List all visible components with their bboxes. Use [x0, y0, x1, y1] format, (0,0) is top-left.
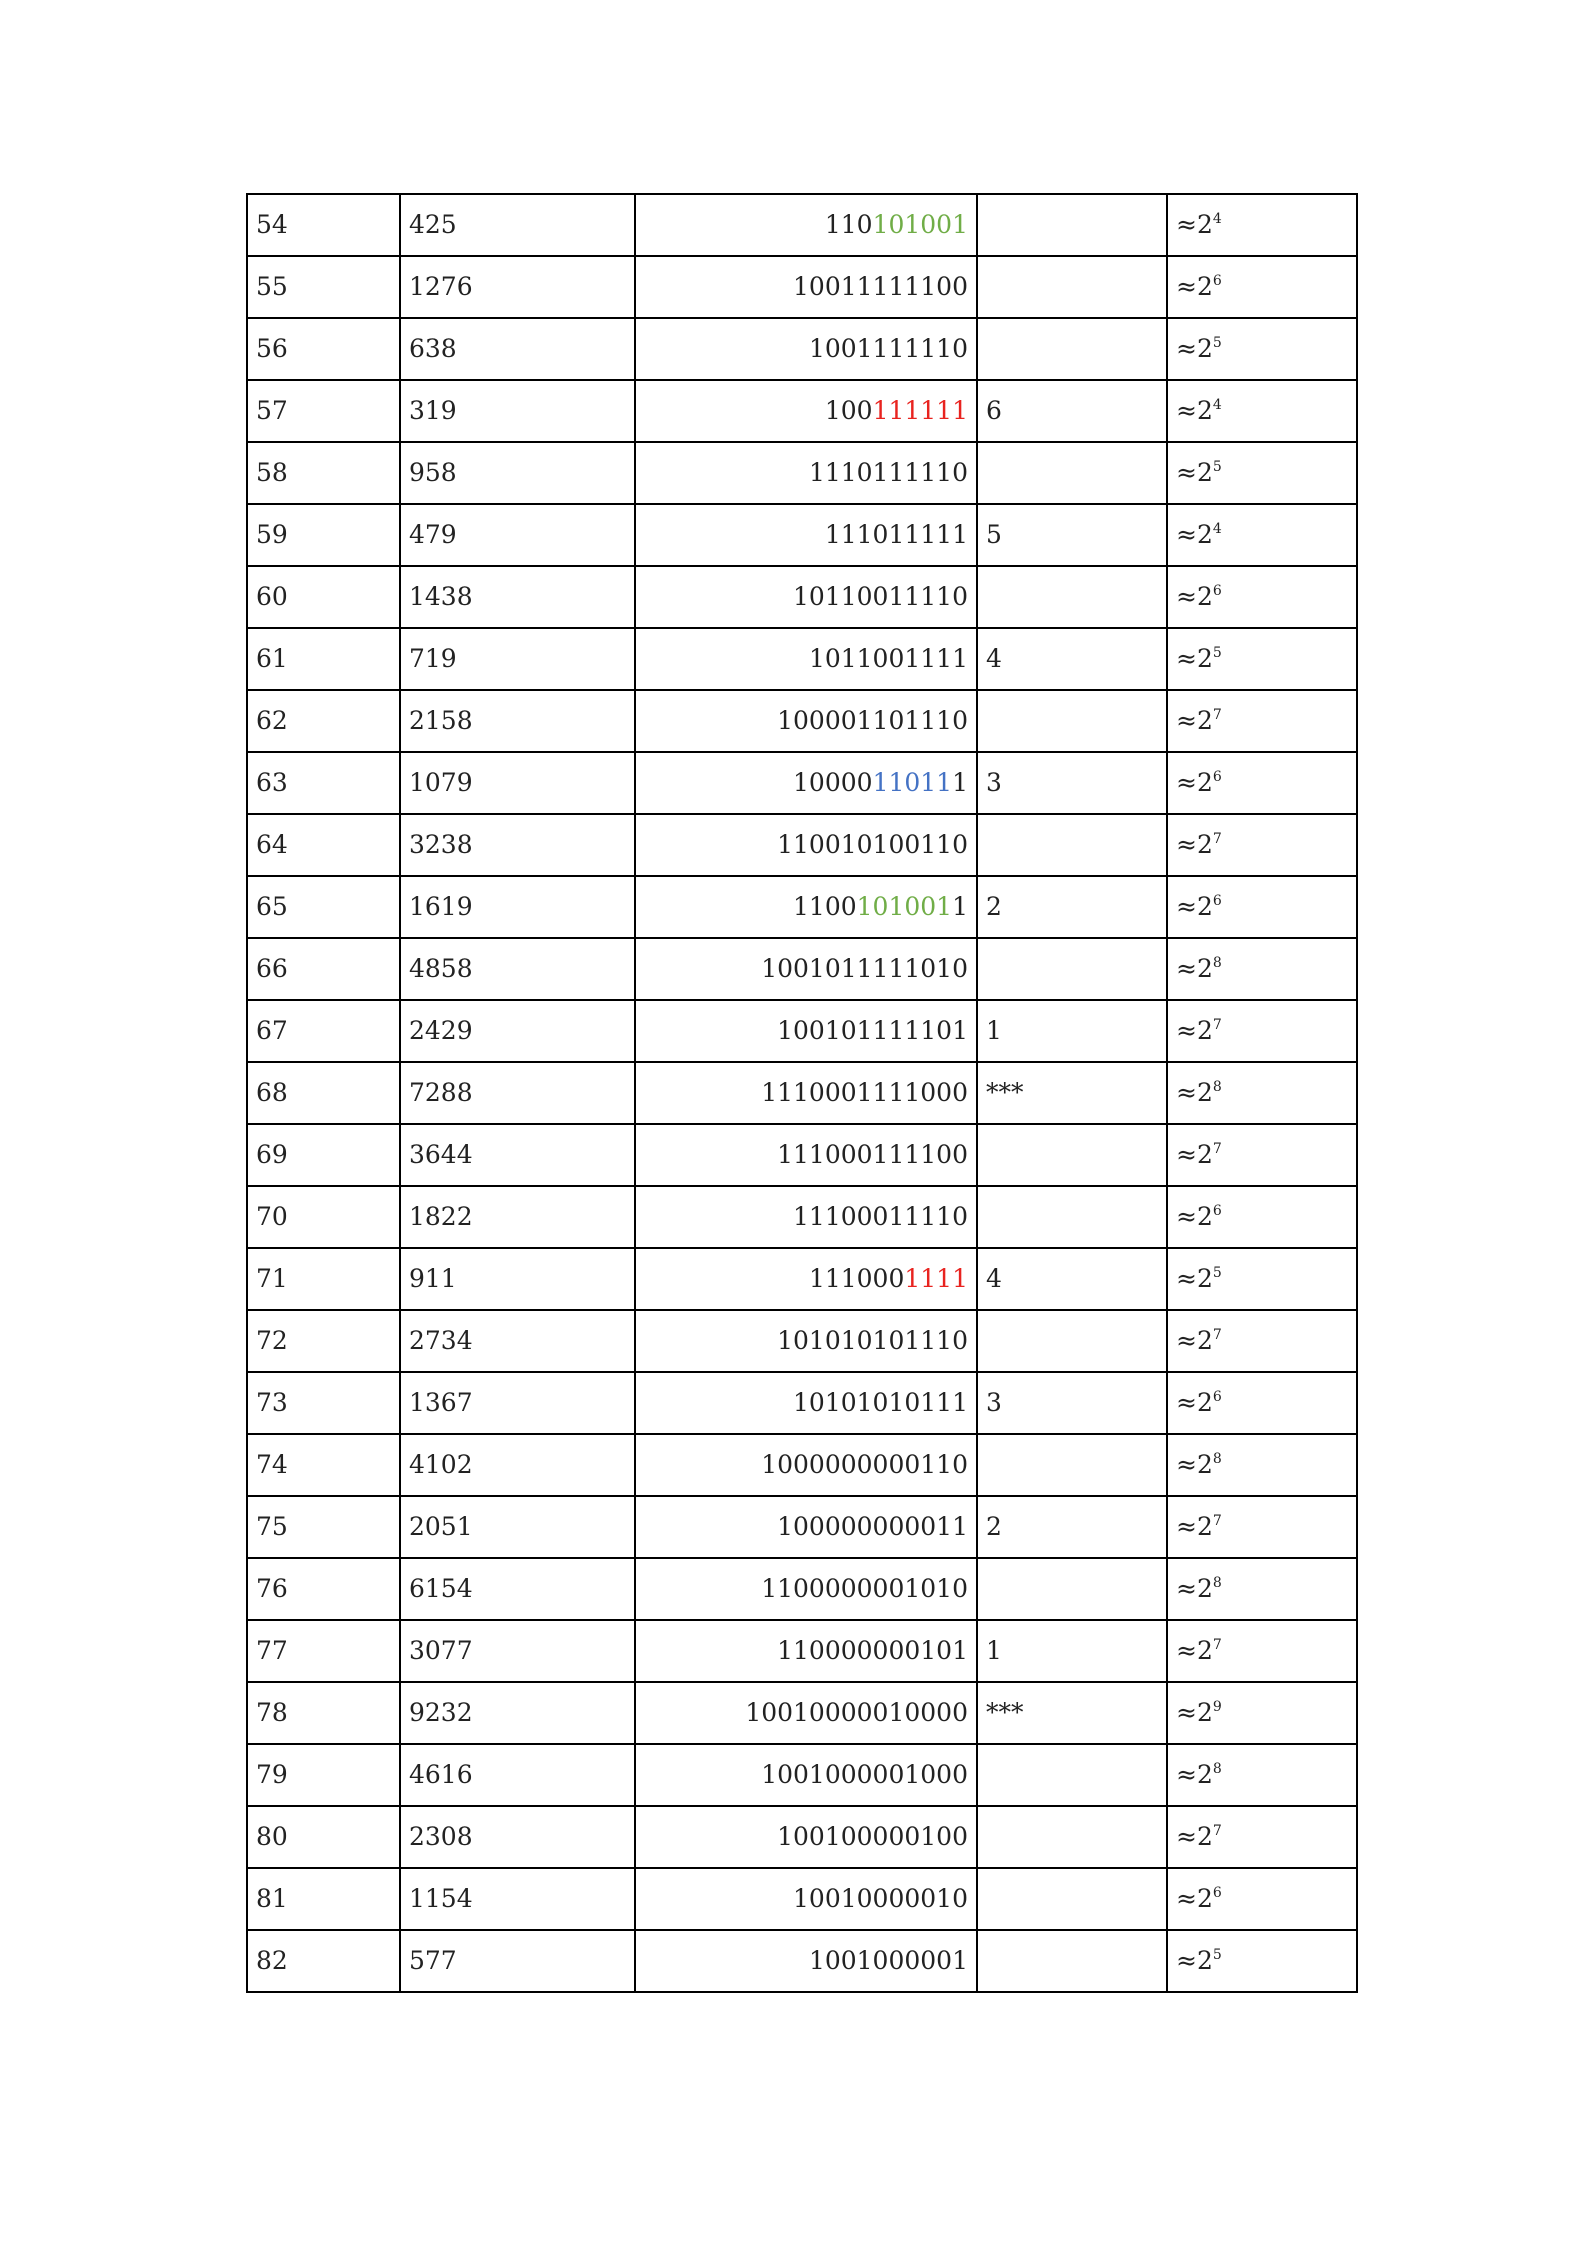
step-index-cell: 62 [247, 690, 400, 752]
step-index-cell: 73 [247, 1372, 400, 1434]
table-row [247, 814, 1357, 876]
approx-exponent: 4 [1212, 397, 1222, 413]
approx-exponent: 8 [1212, 1575, 1222, 1591]
binary-cell [635, 194, 977, 256]
step-index-cell: 82 [247, 1930, 400, 1992]
approx-exponent: 5 [1212, 459, 1222, 475]
binary-segment: 100 [824, 396, 873, 425]
note-cell [977, 1310, 1167, 1372]
approx-power-cell [1167, 442, 1357, 504]
approx-exponent: 5 [1212, 1947, 1222, 1963]
value-cell: 2308 [400, 1806, 635, 1868]
approx-power-cell [1167, 1806, 1357, 1868]
table-row [247, 442, 1357, 504]
approx-exponent: 6 [1212, 273, 1222, 289]
binary-segment: 1011001111 [808, 644, 968, 673]
step-index-cell: 60 [247, 566, 400, 628]
approx-base: ≈2 [1176, 1760, 1213, 1789]
step-index-cell: 67 [247, 1000, 400, 1062]
step-index-cell: 76 [247, 1558, 400, 1620]
binary-segment: 101010101110 [777, 1326, 968, 1355]
table-row [247, 1806, 1357, 1868]
binary-segment: 10101010111 [793, 1388, 968, 1417]
binary-cell [635, 1620, 977, 1682]
approx-base: ≈2 [1176, 1574, 1213, 1603]
approx-power-cell [1167, 1124, 1357, 1186]
value-cell: 1367 [400, 1372, 635, 1434]
step-index-cell: 54 [247, 194, 400, 256]
approx-exponent: 6 [1212, 1885, 1222, 1901]
step-index-cell: 68 [247, 1062, 400, 1124]
note-cell [977, 256, 1167, 318]
approx-power-cell [1167, 1434, 1357, 1496]
note-cell: 3 [977, 752, 1167, 814]
step-index-cell: 74 [247, 1434, 400, 1496]
table-row [247, 256, 1357, 318]
step-index-cell: 56 [247, 318, 400, 380]
binary-cell [635, 1744, 977, 1806]
note-cell [977, 1124, 1167, 1186]
approx-power-cell [1167, 256, 1357, 318]
binary-cell [635, 566, 977, 628]
approx-base: ≈2 [1176, 272, 1213, 301]
approx-base: ≈2 [1176, 1326, 1213, 1355]
table-row [247, 318, 1357, 380]
step-index-cell: 61 [247, 628, 400, 690]
table-row [247, 1496, 1357, 1558]
table-row [247, 1558, 1357, 1620]
approx-exponent: 6 [1212, 769, 1222, 785]
approx-power-cell [1167, 1062, 1357, 1124]
value-cell: 1276 [400, 256, 635, 318]
binary-cell [635, 876, 977, 938]
binary-segment: 1001111110 [808, 334, 968, 363]
note-cell [977, 1434, 1167, 1496]
step-index-cell: 63 [247, 752, 400, 814]
table-row [247, 1930, 1357, 1992]
value-cell: 1438 [400, 566, 635, 628]
value-cell: 3644 [400, 1124, 635, 1186]
binary-segment: 1100 [793, 892, 857, 921]
approx-exponent: 8 [1212, 1761, 1222, 1777]
table-row [247, 1248, 1357, 1310]
value-cell: 425 [400, 194, 635, 256]
table-row [247, 380, 1357, 442]
note-cell: 2 [977, 1496, 1167, 1558]
value-cell: 2051 [400, 1496, 635, 1558]
value-cell: 1822 [400, 1186, 635, 1248]
value-cell: 479 [400, 504, 635, 566]
approx-exponent: 6 [1212, 893, 1222, 909]
step-index-cell: 79 [247, 1744, 400, 1806]
approx-exponent: 6 [1212, 1203, 1222, 1219]
approx-exponent: 4 [1212, 521, 1222, 537]
value-cell: 1619 [400, 876, 635, 938]
binary-cell [635, 690, 977, 752]
binary-segment: 10000 [793, 768, 873, 797]
approx-base: ≈2 [1176, 830, 1213, 859]
note-cell: 3 [977, 1372, 1167, 1434]
binary-cell [635, 1062, 977, 1124]
value-cell: 4858 [400, 938, 635, 1000]
binary-cell [635, 256, 977, 318]
approx-exponent: 7 [1212, 1823, 1222, 1839]
approx-power-cell [1167, 380, 1357, 442]
binary-segment: 1001000001 [808, 1946, 968, 1975]
note-cell [977, 318, 1167, 380]
binary-segment: 100001101110 [777, 706, 968, 735]
table-row [247, 194, 1357, 256]
binary-cell [635, 318, 977, 380]
note-cell: 1 [977, 1000, 1167, 1062]
approx-power-cell [1167, 194, 1357, 256]
step-index-cell: 69 [247, 1124, 400, 1186]
value-cell: 4102 [400, 1434, 635, 1496]
approx-power-cell [1167, 1558, 1357, 1620]
approx-exponent: 8 [1212, 1079, 1222, 1095]
binary-cell [635, 1868, 977, 1930]
table-body [247, 194, 1357, 1992]
value-cell: 577 [400, 1930, 635, 1992]
binary-segment: 100100000100 [777, 1822, 968, 1851]
note-cell [977, 1868, 1167, 1930]
note-cell [977, 1558, 1167, 1620]
step-index-cell: 65 [247, 876, 400, 938]
approx-power-cell [1167, 1930, 1357, 1992]
step-index-cell: 75 [247, 1496, 400, 1558]
approx-base: ≈2 [1176, 210, 1213, 239]
approx-base: ≈2 [1176, 768, 1213, 797]
approx-power-cell [1167, 1186, 1357, 1248]
binary-cell [635, 1496, 977, 1558]
note-cell: 2 [977, 876, 1167, 938]
binary-cell [635, 752, 977, 814]
approx-base: ≈2 [1176, 1698, 1213, 1727]
table-row [247, 1000, 1357, 1062]
step-index-cell: 64 [247, 814, 400, 876]
step-index-cell: 57 [247, 380, 400, 442]
approx-power-cell [1167, 938, 1357, 1000]
binary-cell [635, 1682, 977, 1744]
binary-segment: 1 [952, 892, 968, 921]
value-cell: 1154 [400, 1868, 635, 1930]
binary-highlight-segment: 111111 [872, 396, 968, 425]
approx-power-cell [1167, 1310, 1357, 1372]
binary-segment: 110 [824, 210, 873, 239]
table-row [247, 1310, 1357, 1372]
note-cell [977, 690, 1167, 752]
step-index-cell: 71 [247, 1248, 400, 1310]
binary-cell [635, 1372, 977, 1434]
note-cell: 4 [977, 1248, 1167, 1310]
binary-cell [635, 442, 977, 504]
approx-power-cell [1167, 814, 1357, 876]
approx-base: ≈2 [1176, 1884, 1213, 1913]
note-cell [977, 442, 1167, 504]
binary-cell [635, 1124, 977, 1186]
note-cell [977, 938, 1167, 1000]
value-cell: 719 [400, 628, 635, 690]
note-cell [977, 566, 1167, 628]
binary-segment: 111000 [808, 1264, 905, 1293]
value-cell: 3077 [400, 1620, 635, 1682]
note-cell: *** [977, 1062, 1167, 1124]
table-row [247, 1434, 1357, 1496]
binary-segment: 1000000000110 [761, 1450, 968, 1479]
approx-base: ≈2 [1176, 1450, 1213, 1479]
note-cell: 4 [977, 628, 1167, 690]
value-cell: 6154 [400, 1558, 635, 1620]
binary-segment: 1 [952, 768, 968, 797]
binary-segment: 10010000010000 [745, 1698, 968, 1727]
table-row [247, 690, 1357, 752]
approx-base: ≈2 [1176, 1016, 1213, 1045]
table-row [247, 628, 1357, 690]
approx-power-cell [1167, 1744, 1357, 1806]
table-row [247, 1124, 1357, 1186]
step-index-cell: 66 [247, 938, 400, 1000]
binary-cell [635, 814, 977, 876]
approx-power-cell [1167, 1868, 1357, 1930]
value-cell: 1079 [400, 752, 635, 814]
approx-exponent: 7 [1212, 1017, 1222, 1033]
approx-exponent: 7 [1212, 1327, 1222, 1343]
binary-segment: 1001011111010 [761, 954, 968, 983]
approx-power-cell [1167, 318, 1357, 380]
approx-power-cell [1167, 1496, 1357, 1558]
approx-base: ≈2 [1176, 1636, 1213, 1665]
value-cell: 958 [400, 442, 635, 504]
table-row [247, 1744, 1357, 1806]
approx-power-cell [1167, 1248, 1357, 1310]
value-cell: 911 [400, 1248, 635, 1310]
table-row [247, 504, 1357, 566]
approx-base: ≈2 [1176, 1140, 1213, 1169]
table-row [247, 752, 1357, 814]
binary-segment: 1110001111000 [761, 1078, 968, 1107]
approx-exponent: 8 [1212, 1451, 1222, 1467]
note-cell [977, 194, 1167, 256]
value-cell: 2734 [400, 1310, 635, 1372]
approx-exponent: 6 [1212, 583, 1222, 599]
approx-base: ≈2 [1176, 582, 1213, 611]
binary-cell [635, 1000, 977, 1062]
collatz-table [246, 193, 1358, 1993]
approx-base: ≈2 [1176, 1388, 1213, 1417]
approx-exponent: 5 [1212, 335, 1222, 351]
binary-segment: 1110111110 [808, 458, 968, 487]
table-row [247, 1372, 1357, 1434]
step-index-cell: 70 [247, 1186, 400, 1248]
table-row [247, 1186, 1357, 1248]
approx-power-cell [1167, 504, 1357, 566]
value-cell: 3238 [400, 814, 635, 876]
value-cell: 4616 [400, 1744, 635, 1806]
step-index-cell: 80 [247, 1806, 400, 1868]
step-index-cell: 77 [247, 1620, 400, 1682]
approx-base: ≈2 [1176, 954, 1213, 983]
step-index-cell: 78 [247, 1682, 400, 1744]
approx-power-cell [1167, 1620, 1357, 1682]
approx-base: ≈2 [1176, 892, 1213, 921]
approx-base: ≈2 [1176, 1264, 1213, 1293]
binary-cell [635, 1806, 977, 1868]
note-cell [977, 1806, 1167, 1868]
table-row [247, 1682, 1357, 1744]
approx-base: ≈2 [1176, 706, 1213, 735]
approx-exponent: 5 [1212, 1265, 1222, 1281]
approx-exponent: 7 [1212, 1513, 1222, 1529]
approx-power-cell [1167, 1682, 1357, 1744]
approx-exponent: 7 [1212, 1141, 1222, 1157]
value-cell: 9232 [400, 1682, 635, 1744]
table-row [247, 566, 1357, 628]
binary-cell [635, 1310, 977, 1372]
binary-segment: 100000000011 [777, 1512, 968, 1541]
approx-power-cell [1167, 752, 1357, 814]
approx-base: ≈2 [1176, 334, 1213, 363]
binary-cell [635, 1186, 977, 1248]
approx-exponent: 9 [1212, 1699, 1222, 1715]
binary-segment: 111011111 [824, 520, 968, 549]
note-cell: *** [977, 1682, 1167, 1744]
binary-segment: 100101111101 [777, 1016, 968, 1045]
note-cell: 5 [977, 504, 1167, 566]
approx-base: ≈2 [1176, 520, 1213, 549]
approx-power-cell [1167, 628, 1357, 690]
approx-base: ≈2 [1176, 644, 1213, 673]
approx-base: ≈2 [1176, 396, 1213, 425]
binary-cell [635, 628, 977, 690]
approx-base: ≈2 [1176, 1512, 1213, 1541]
binary-segment: 110000000101 [777, 1636, 968, 1665]
note-cell [977, 814, 1167, 876]
note-cell [977, 1930, 1167, 1992]
value-cell: 319 [400, 380, 635, 442]
note-cell: 1 [977, 1620, 1167, 1682]
approx-exponent: 7 [1212, 707, 1222, 723]
binary-segment: 10110011110 [793, 582, 968, 611]
value-cell: 638 [400, 318, 635, 380]
table-row [247, 938, 1357, 1000]
approx-exponent: 7 [1212, 831, 1222, 847]
binary-segment: 1001000001000 [761, 1760, 968, 1789]
binary-cell [635, 1248, 977, 1310]
binary-cell [635, 1558, 977, 1620]
approx-power-cell [1167, 1372, 1357, 1434]
note-cell: 6 [977, 380, 1167, 442]
approx-base: ≈2 [1176, 458, 1213, 487]
approx-power-cell [1167, 566, 1357, 628]
step-index-cell: 81 [247, 1868, 400, 1930]
approx-exponent: 4 [1212, 211, 1222, 227]
step-index-cell: 58 [247, 442, 400, 504]
approx-exponent: 6 [1212, 1389, 1222, 1405]
binary-cell [635, 504, 977, 566]
note-cell [977, 1744, 1167, 1806]
binary-highlight-segment: 1111 [904, 1264, 968, 1293]
approx-power-cell [1167, 1000, 1357, 1062]
table-row [247, 1868, 1357, 1930]
approx-exponent: 7 [1212, 1637, 1222, 1653]
step-index-cell: 59 [247, 504, 400, 566]
binary-cell [635, 380, 977, 442]
binary-segment: 110010100110 [777, 830, 968, 859]
binary-segment: 10010000010 [793, 1884, 968, 1913]
binary-segment: 111000111100 [777, 1140, 968, 1169]
approx-base: ≈2 [1176, 1822, 1213, 1851]
approx-base: ≈2 [1176, 1946, 1213, 1975]
approx-exponent: 8 [1212, 955, 1222, 971]
binary-segment: 11100011110 [793, 1202, 968, 1231]
step-index-cell: 72 [247, 1310, 400, 1372]
table-row [247, 876, 1357, 938]
table-row [247, 1062, 1357, 1124]
approx-power-cell [1167, 690, 1357, 752]
binary-highlight-segment: 101001 [856, 892, 953, 921]
binary-cell [635, 1434, 977, 1496]
approx-base: ≈2 [1176, 1078, 1213, 1107]
binary-cell [635, 1930, 977, 1992]
binary-highlight-segment: 101001 [872, 210, 968, 239]
value-cell: 2158 [400, 690, 635, 752]
binary-segment: 1100000001010 [761, 1574, 968, 1603]
approx-base: ≈2 [1176, 1202, 1213, 1231]
value-cell: 7288 [400, 1062, 635, 1124]
approx-power-cell [1167, 876, 1357, 938]
step-index-cell: 55 [247, 256, 400, 318]
approx-exponent: 5 [1212, 645, 1222, 661]
binary-segment: 10011111100 [793, 272, 968, 301]
value-cell: 2429 [400, 1000, 635, 1062]
binary-cell [635, 938, 977, 1000]
note-cell [977, 1186, 1167, 1248]
table-row [247, 1620, 1357, 1682]
binary-highlight-segment: 11011 [872, 768, 953, 797]
